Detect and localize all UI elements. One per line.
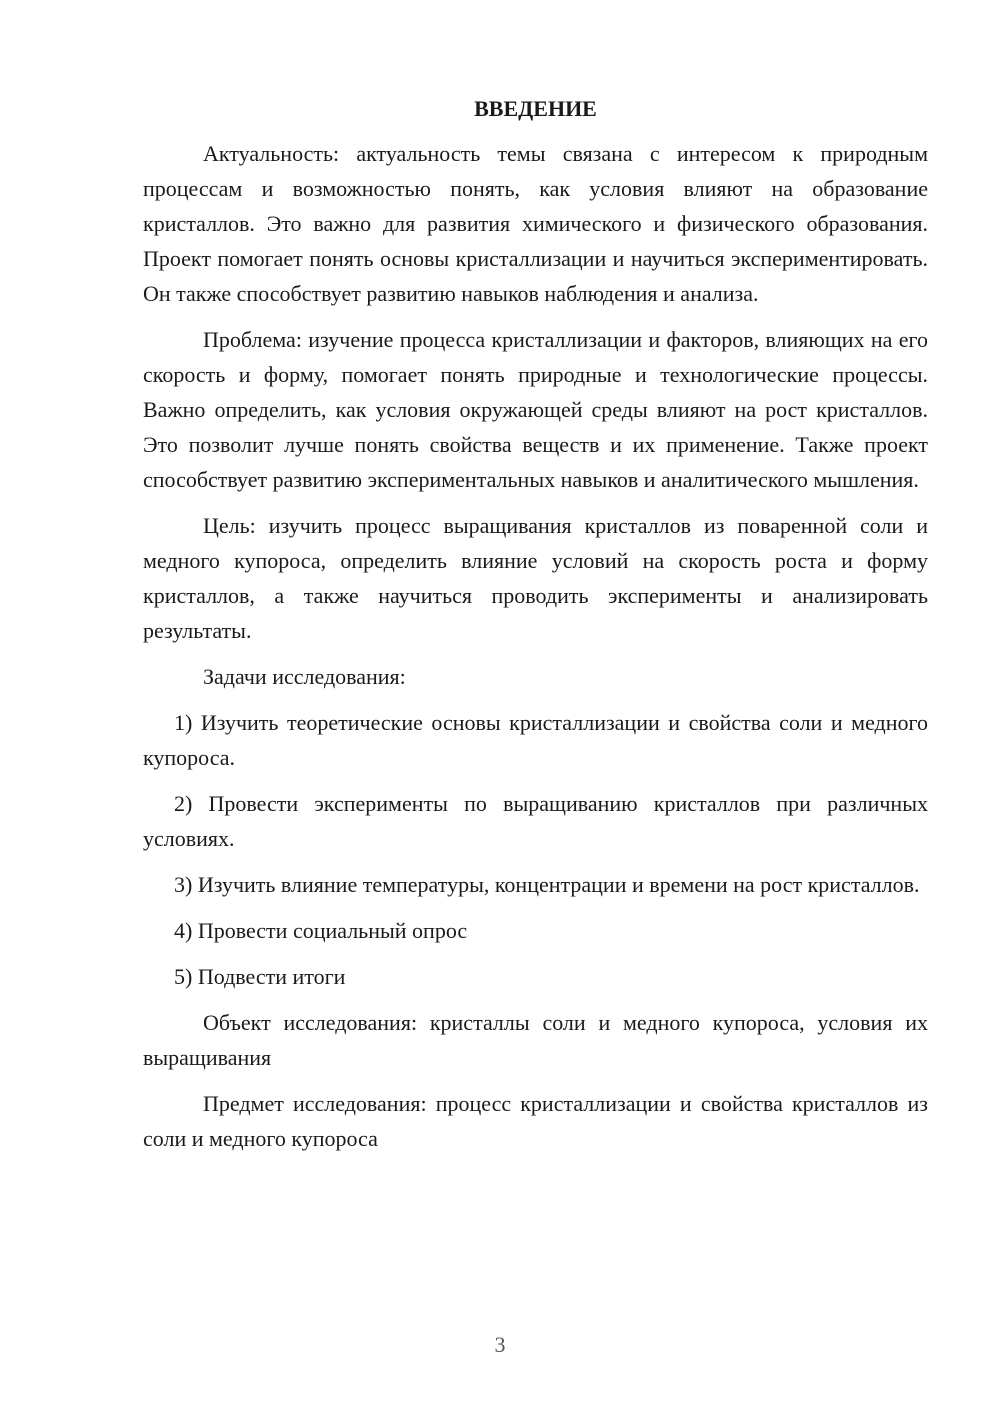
paragraph-problem: Проблема: изучение процесса кристаллизации и факторов, влияющих на его скорость и форму, помогает понять природные и технологические процессы. Важно определить, как условия окружающей среды влияют на рост кристаллов. Это позволит лучше понять свойства веществ и их применение. Также проект способствует развитию экспериментальных навыков и аналитического мышления.	[143, 327, 928, 492]
paragraph-subject: Предмет исследования: процесс кристаллизации и свойства кристаллов из соли и медного купороса	[143, 1091, 928, 1151]
task-item: 4) Провести социальный опрос	[174, 918, 468, 943]
paragraph-relevance: Актуальность: актуальность темы связана с интересом к природным процессам и возможностью понять, как условия влияют на образование кристаллов. Это важно для развития химического и физического образования. Проект помогает понять основы кристаллизации и научиться экспериментировать. Он также способствует развитию навыков наблюдения и анализа.	[143, 141, 928, 306]
tasks-heading: Задачи исследования:	[203, 664, 406, 689]
task-item: 1) Изучить теоретические основы кристаллизации и свойства соли и медного купороса.	[143, 710, 928, 770]
page-title: ВВЕДЕНИЕ	[474, 96, 597, 121]
task-item: 2) Провести эксперименты по выращиванию кристаллов при различных условиях.	[143, 791, 928, 851]
paragraph-goal: Цель: изучить процесс выращивания кристаллов из поваренной соли и медного купороса, определить влияние условий на скорость роста и форму кристаллов, а также научиться проводить эксперименты и анализировать результаты.	[143, 513, 928, 643]
task-item: 5) Подвести итоги	[174, 964, 346, 989]
paragraph-object: Объект исследования: кристаллы соли и медного купороса, условия их выращивания	[143, 1010, 928, 1070]
document-page	[143, 94, 928, 1167]
task-item: 3) Изучить влияние температуры, концентрации и времени на рост кристаллов.	[174, 872, 920, 897]
page-number: 3	[494, 1332, 506, 1357]
